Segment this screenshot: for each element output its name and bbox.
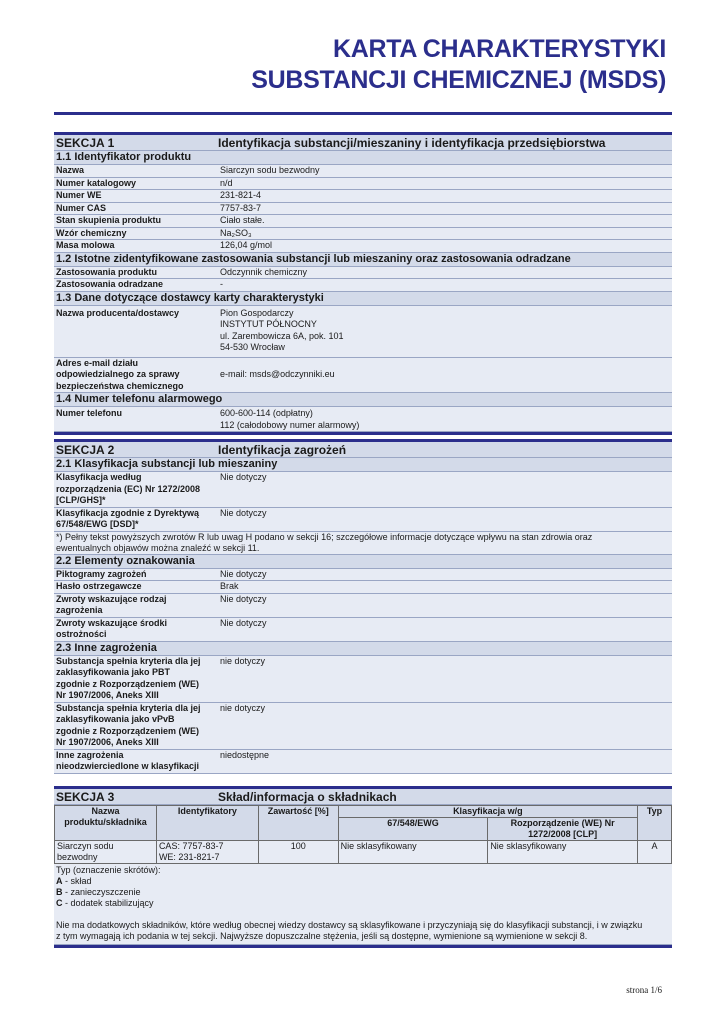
- other-hazards-label: [54, 750, 218, 773]
- cell-line: bezwodny: [57, 852, 98, 862]
- subsection-2-2: 2.2 Elementy oznakowania: [54, 555, 672, 569]
- col-header-dsd: 67/548/EWG: [338, 818, 488, 841]
- subsection-1-2: 1.2 Istotne zidentyfikowane zastosowania substancji lub mieszaniny oraz zastosowania odradzane: [54, 253, 672, 267]
- section-number: SEKCJA 3: [56, 790, 115, 804]
- section-divider: [54, 945, 672, 948]
- label-line: Nr 1907/2006, Aneks XIII: [56, 690, 159, 700]
- header-line: Nazwa: [91, 806, 120, 816]
- label-line: zgodnie z Rozporządzeniem (WE): [56, 725, 199, 736]
- legend-item: [56, 887, 670, 898]
- cell-dsd: Nie sklasyfikowany: [338, 841, 488, 864]
- section-number: SEKCJA 2: [56, 443, 115, 457]
- producer-line: ul. Zarembowicza 6A, pok. 101: [220, 330, 344, 341]
- legend-key: A: [56, 876, 63, 886]
- title-line-1: KARTA CHARAKTERYSTYKI: [332, 35, 666, 63]
- pictograms-label: Piktogramy zagrożeń: [56, 568, 147, 579]
- section-2-header: [54, 442, 672, 458]
- subsection-1-1: 1.1 Identyfikator produktu: [54, 151, 672, 165]
- label-line: Inne zagrożenia: [56, 749, 124, 760]
- label-line: Klasyfikacja według: [56, 472, 142, 482]
- label-line: zaklasyfikowania jako vPvB: [56, 714, 175, 724]
- row-value: 126,04 g/mol: [220, 240, 273, 250]
- row-label: Zastosowania odradzane: [56, 279, 164, 289]
- header-line: Rozporządzenie (WE) Nr: [510, 818, 615, 828]
- producer-label: Nazwa producenta/dostawcy: [56, 307, 180, 318]
- signal-word-value: Brak: [220, 581, 239, 591]
- section-title: Identyfikacja substancji/mieszaniny i identyfikacja przedsiębiorstwa: [218, 136, 606, 150]
- producer-line: 54-530 Wrocław: [220, 342, 285, 352]
- legend-item: [56, 876, 670, 887]
- signal-word-label: Hasło ostrzegawcze: [56, 581, 142, 591]
- legend-key: C: [56, 898, 63, 908]
- other-hazards-value: niedostępne: [220, 749, 270, 760]
- section-1-header: [54, 135, 672, 151]
- row-value: -: [220, 279, 223, 289]
- phone-label: Numer telefonu: [56, 408, 123, 418]
- label-line: Zwroty wskazujące rodzaj: [56, 593, 167, 604]
- hazard-statements-label: [54, 594, 218, 617]
- cell-line: WE: 231-821-7: [158, 852, 220, 862]
- producer-line: Pion Gospodarczy: [220, 307, 294, 318]
- cell-name: [55, 841, 157, 864]
- cell-content: 100: [258, 841, 338, 864]
- page-number: strona 1/6: [626, 985, 662, 995]
- section-2: [54, 439, 672, 792]
- legend-key: B: [56, 887, 63, 897]
- cell-identifiers: [156, 841, 258, 864]
- precautionary-statements-value: Nie dotyczy: [220, 617, 267, 628]
- label-line: 67/548/EWG [DSD]*: [56, 519, 139, 529]
- producer-line: INSTYTUT PÓŁNOCNY: [220, 319, 317, 329]
- classification-clp-label: [54, 472, 218, 507]
- label-line: nieodzwierciedlone w klasyfikacji: [56, 761, 200, 771]
- section-number: SEKCJA 1: [56, 136, 115, 150]
- pbt-value: nie dotyczy: [220, 655, 266, 666]
- email-label-line: bezpieczeństwa chemicznego: [56, 380, 184, 391]
- col-header-identifiers: Identyfikatory: [156, 806, 258, 841]
- cell-line: CAS: 7757-83-7: [158, 841, 224, 851]
- classification-dsd-label: [54, 508, 218, 531]
- composition-table: [54, 805, 672, 864]
- producer-value: [218, 306, 672, 354]
- email-label-line: odpowiedzialnego za sprawy: [56, 369, 180, 379]
- label-line: Nr 1907/2006, Aneks XIII: [56, 737, 159, 747]
- row-label: Numer CAS: [56, 202, 107, 213]
- row-label: Wzór chemiczny: [56, 227, 127, 238]
- precautionary-statements-label: [54, 618, 218, 641]
- section-3-header: [54, 789, 672, 805]
- col-header-clp: [488, 818, 638, 841]
- row-value: n/d: [220, 177, 233, 188]
- table-row: [55, 841, 672, 864]
- subsection-1-4: 1.4 Numer telefonu alarmowego: [54, 393, 672, 407]
- title-line-2: SUBSTANCJI CHEMICZNEJ (MSDS): [251, 66, 666, 94]
- section-divider: [54, 432, 672, 435]
- row-label: Numer WE: [56, 190, 102, 200]
- table-header-row: [55, 806, 672, 818]
- subsection-2-3: 2.3 Inne zagrożenia: [54, 642, 672, 656]
- phone-line: 600-600-114 (odpłatny): [220, 408, 313, 418]
- legend-text: - dodatek stabilizujący: [62, 898, 154, 908]
- col-header-name: [55, 806, 157, 841]
- row-value: Na₂SO₃: [220, 227, 252, 238]
- phone-line: 112 (całodobowy numer alarmowy): [220, 419, 360, 430]
- legend-title: Typ (oznaczenie skrótów):: [56, 865, 161, 875]
- label-line: zaklasyfikowania jako PBT: [56, 667, 171, 677]
- header-line: 1272/2008 [CLP]: [528, 829, 598, 839]
- legend-item: [56, 898, 670, 909]
- section-title: Skład/informacja o składnikach: [218, 790, 397, 804]
- row-label: Stan skupienia produktu: [56, 215, 162, 225]
- row-value: Siarczyn sodu bezwodny: [220, 165, 320, 175]
- row-value: 7757-83-7: [220, 202, 262, 213]
- col-header-content: Zawartość [%]: [258, 806, 338, 841]
- vpvb-label: [54, 703, 218, 749]
- row-value: Ciało stałe.: [220, 215, 265, 225]
- col-header-classification: Klasyfikacja w/g: [338, 806, 637, 818]
- cell-clp: Nie sklasyfikowany: [488, 841, 638, 864]
- section-1: [54, 112, 672, 435]
- email-value: e-mail: msds@odczynniki.eu: [220, 368, 335, 379]
- pictograms-value: Nie dotyczy: [220, 568, 267, 579]
- row-label: Numer katalogowy: [56, 177, 137, 188]
- classification-dsd-value: Nie dotyczy: [220, 507, 267, 518]
- cell-type: A: [638, 841, 672, 864]
- col-header-type: Typ: [638, 806, 672, 841]
- label-line: rozporządzenia (EC) Nr 1272/2008: [56, 483, 201, 494]
- legend-text: - skład: [62, 876, 92, 886]
- label-line: Klasyfikacja zgodnie z Dyrektywą: [56, 507, 200, 518]
- label-line: Substancja spełnia kryteria dla jej: [56, 655, 201, 666]
- row-label: Zastosowania produktu: [56, 266, 158, 277]
- footnote: [54, 532, 672, 555]
- footnote-line: ewentualnych objawów można znaleźć w sekcji 11.: [56, 542, 260, 553]
- cell-line: Siarczyn sodu: [57, 841, 114, 851]
- phone-value: [218, 408, 672, 431]
- note-line: Nie ma dodatkowych składników, które według obecnej wiedzy dostawcy są sklasyfikowane i przyczyniają się do klasyfikacji substancji, i w związku: [56, 920, 643, 930]
- label-line: Zwroty wskazujące środki: [56, 617, 168, 628]
- hazard-statements-value: Nie dotyczy: [220, 593, 267, 604]
- section-title: Identyfikacja zagrożeń: [218, 443, 347, 457]
- section-3: [54, 786, 672, 948]
- document-title: [251, 34, 666, 96]
- email-label: [54, 358, 218, 393]
- legend-text: - zanieczyszczenie: [62, 887, 141, 897]
- vpvb-value: nie dotyczy: [220, 702, 266, 713]
- label-line: zagrożenia: [56, 605, 103, 615]
- identifier-rows: [54, 165, 672, 253]
- subsection-1-3: 1.3 Dane dotyczące dostawcy karty charakterystyki: [54, 292, 672, 306]
- header-line: produktu/składnika: [64, 817, 147, 827]
- label-line: zgodnie z Rozporządzeniem (WE): [56, 678, 199, 689]
- classification-clp-value: Nie dotyczy: [220, 472, 267, 482]
- email-label-line: Adres e-mail działu: [56, 357, 139, 368]
- subsection-2-1: 2.1 Klasyfikacja substancji lub mieszaniny: [54, 458, 672, 472]
- row-value: Odczynnik chemiczny: [220, 266, 308, 277]
- legend: [54, 864, 672, 945]
- label-line: Substancja spełnia kryteria dla jej: [56, 702, 201, 713]
- row-label: Nazwa: [56, 165, 85, 175]
- pbt-label: [54, 656, 218, 702]
- label-line: ostrożności: [56, 629, 107, 639]
- row-label: Masa molowa: [56, 240, 115, 250]
- label-line: [CLP/GHS]*: [56, 495, 106, 505]
- footnote-line: *) Pełny tekst powyższych zwrotów R lub uwag H podano w sekcji 16; szczegółowe informacje dotyczące wpływu na stan zdrowia oraz: [56, 531, 593, 542]
- row-value: 231-821-4: [220, 190, 262, 200]
- note-line: z tym wymagają ich podania w tej sekcji. Najwyższe dopuszczalne stężenia, jeśli są dostępne, wymienione są wymienione w sekcji 8.: [56, 931, 588, 941]
